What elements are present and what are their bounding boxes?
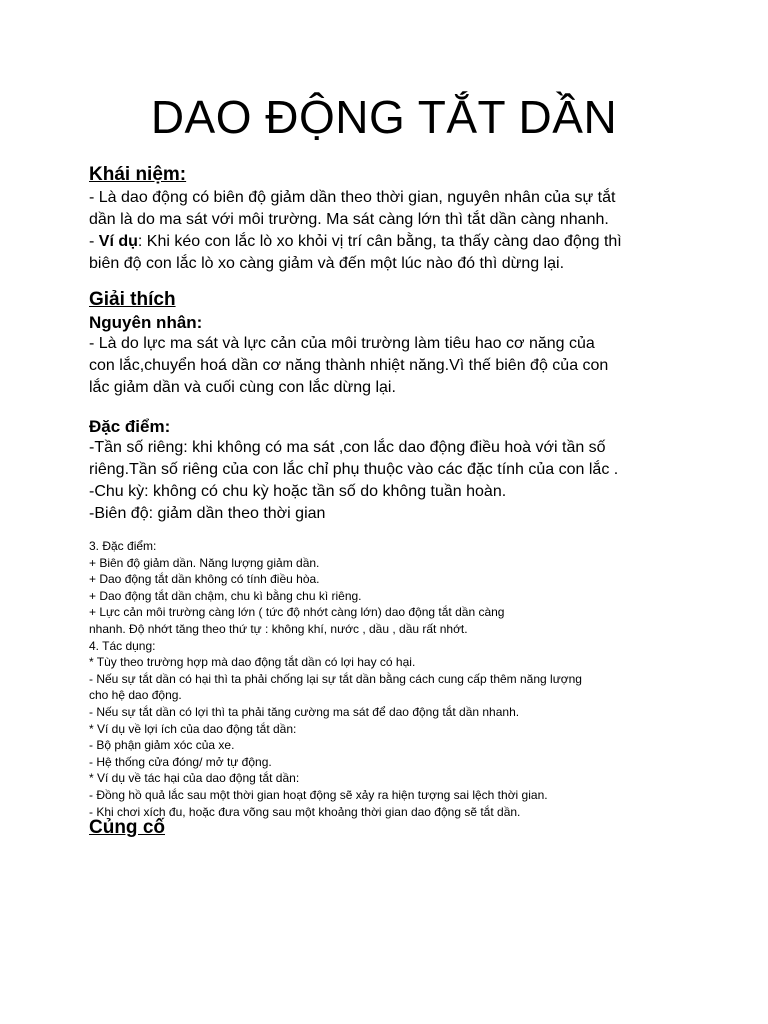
example-line-1: [89, 231, 729, 253]
features-label: Đặc điểm:: [89, 417, 171, 436]
cause-label: Nguyên nhân:: [89, 313, 203, 332]
cause-line-2: con lắc,chuyển hoá dần cơ năng thành nhiệt năng.Vì thế biên độ của con: [89, 357, 609, 374]
note-line: - Hệ thống cửa đóng/ mở tự động.: [89, 754, 272, 769]
note-line: * Tùy theo trường hợp mà dao động tắt dần có lợi hay có hại.: [89, 655, 416, 670]
example-prefix: -: [89, 233, 99, 250]
example-label: Ví dụ: [98, 233, 138, 250]
note-line: - Bộ phận giảm xóc của xe.: [89, 738, 235, 753]
concept-section: [89, 163, 729, 275]
consolidation-section: [89, 816, 729, 840]
explanation-heading: Giải thích: [89, 289, 176, 310]
page-title: DAO ĐỘNG TẮT DẦN: [150, 91, 618, 143]
features-line-4: -Biên độ: giảm dần theo thời gian: [89, 505, 326, 522]
note-line: * Ví dụ về tác hại của dao động tắt dần:: [89, 771, 300, 786]
features-line-2: riêng.Tần số riêng của con lắc chỉ phụ thuộc vào các đặc tính của con lắc .: [89, 461, 619, 478]
consolidation-heading: Củng cố: [89, 817, 165, 838]
example-line-2: biên độ con lắc lò xo càng giảm và đến một lúc nào đó thì dừng lại.: [89, 255, 565, 272]
cause-line-3: lắc giảm dần và cuối cùng con lắc dừng lại.: [89, 379, 396, 396]
note-line: - Nếu sự tắt dần có lợi thì ta phải tăng cường ma sát để dao động tắt dần nhanh.: [89, 704, 520, 719]
note-line: + Biên độ giảm dần. Năng lượng giảm dần.: [89, 555, 320, 570]
explanation-section: [89, 288, 729, 399]
note-line: nhanh. Độ nhớt tăng theo thứ tự : không khí, nước , dầu , dầu rất nhớt.: [89, 621, 468, 636]
note-line: + Dao động tắt dần chậm, chu kì bằng chu kì riêng.: [89, 588, 362, 603]
note-line: cho hệ dao động.: [89, 688, 182, 703]
note-line: + Dao động tắt dần không có tính điều hòa.: [89, 572, 320, 587]
concept-heading: Khái niệm:: [89, 164, 187, 185]
features-section: [89, 416, 729, 525]
note-line: - Khi chơi xích đu, hoặc đưa võng sau một khoảng thời gian dao động sẽ tắt dần.: [89, 804, 521, 819]
note-line: 3. Đặc điểm:: [89, 539, 157, 553]
note-line: + Lực cản môi trường càng lớn ( tức độ nhớt càng lớn) dao động tắt dần càng: [89, 605, 505, 620]
features-paragraph: [89, 437, 729, 525]
note-line: - Đồng hồ quả lắc sau một thời gian hoạt động sẽ xảy ra hiện tượng sai lệch thời gian.: [89, 787, 548, 802]
concept-line-2: dần là do ma sát với môi trường. Ma sát càng lớn thì tắt dần càng nhanh.: [89, 211, 609, 228]
features-line-1: -Tần số riêng: khi không có ma sát ,con lắc dao động điều hoà với tần số: [89, 439, 606, 456]
note-line: * Ví dụ về lợi ích của dao động tắt dần:: [89, 721, 297, 736]
note-line: - Nếu sự tắt dần có hại thì ta phải chống lại sự tắt dần bằng cách cung cấp thêm năng lượng: [89, 671, 582, 686]
notes-section: [89, 538, 729, 820]
concept-line-1: - Là dao động có biên độ giảm dần theo thời gian, nguyên nhân của sự tắt: [89, 189, 616, 206]
concept-paragraph: [89, 187, 729, 275]
features-line-3: -Chu kỳ: không có chu kỳ hoặc tần số do không tuần hoàn.: [89, 483, 507, 500]
note-line: 4. Tác dụng:: [89, 638, 156, 653]
cause-paragraph: [89, 333, 729, 399]
example-text-1: : Khi kéo con lắc lò xo khỏi vị trí cân bằng, ta thấy càng dao động thì: [137, 233, 622, 250]
cause-line-1: - Là do lực ma sát và lực cản của môi trường làm tiêu hao cơ năng của: [89, 335, 595, 352]
